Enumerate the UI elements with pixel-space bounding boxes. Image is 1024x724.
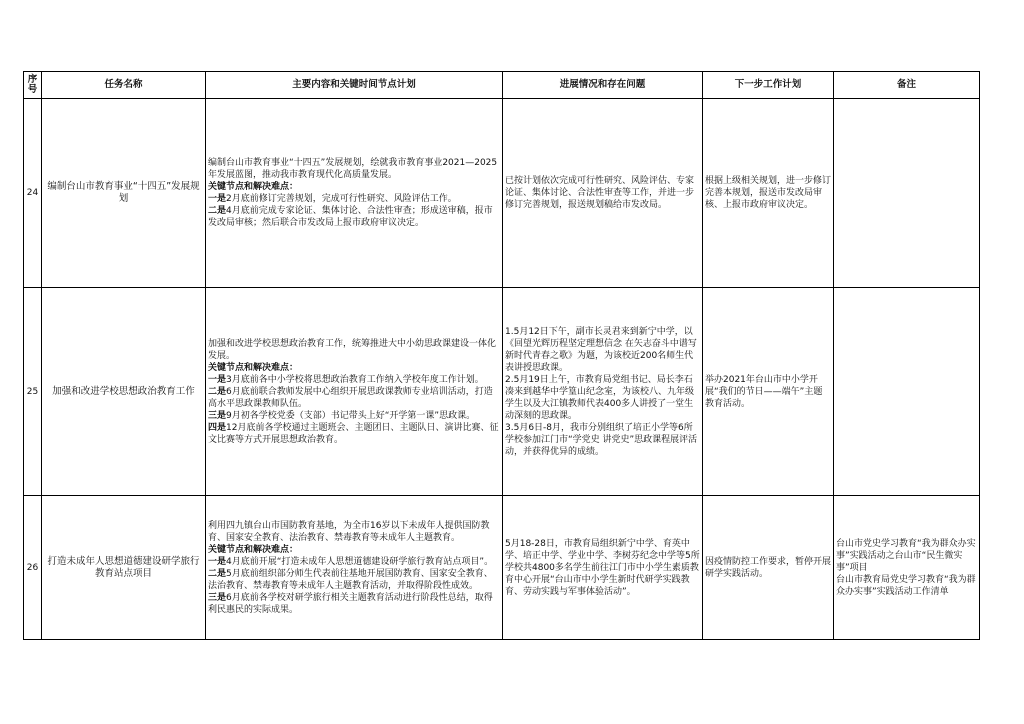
task-content bbox=[206, 288, 503, 496]
progress-text: 已按计划依次完成可行性研究、风险评估、专家论证、集体讨论、合法性审查等工作，并进一步修订完善规划，报送规划稿给市发改局。 bbox=[503, 99, 703, 288]
content-intro: 编制台山市教育事业“十四五”发展规划，绘就我市教育事业2021—2025年发展蓝图，推动我市教育现代化高质量发展。 bbox=[208, 158, 498, 180]
remark-text bbox=[834, 288, 980, 496]
task-name: 加强和改进学校思想政治教育工作 bbox=[42, 288, 206, 496]
row-number: 25 bbox=[24, 288, 42, 496]
content-intro: 加强和改进学校思想政治教育工作，统筹推进大中小幼思政课建设一体化发展。 bbox=[208, 338, 497, 361]
task-name: 编制台山市教育事业“十四五”发展规划 bbox=[42, 99, 206, 288]
task-content bbox=[206, 496, 503, 640]
row-number: 24 bbox=[24, 99, 42, 288]
task-name: 打造未成年人思想道德建设研学旅行教育站点项目 bbox=[42, 496, 206, 640]
key-point: 一是3月底前各中小学校将思想政治教育工作纳入学校年度工作计划。 bbox=[208, 374, 484, 385]
progress-text: 1.5月12日下午，副市长灵君来到新宁中学，以《回望光辉历程坚定理想信念 在矢志奋斗中谱写新时代青春之歌》为题，为该校近200名师生代表讲授思政课。 2.5月19日上午，市教育局党组书记、局长李石凑来到越华中学篁山纪念室，为该校八、九年级学生以及大江镇教师代表400多人讲授了一堂生动深刻的思政课。 3.5月6日-8月，我市分别组织了培正小学等6所学校参加江门市“学党史 讲党史”思政课程展评活动，并获得优异的成绩。 bbox=[503, 288, 703, 496]
task-content bbox=[206, 99, 503, 288]
next-plan-text: 因疫情防控工作要求，暂停开展研学实践活动。 bbox=[703, 496, 834, 640]
header-next-plan: 下一步工作计划 bbox=[703, 72, 834, 99]
table-row bbox=[24, 99, 980, 288]
remark-text bbox=[834, 99, 980, 288]
task-table bbox=[23, 71, 980, 640]
key-point: 二是4月底前完成专家论证、集体讨论、合法性审查；形成送审稿，报市发改局审核；然后联合市发改局上报市政府审议决定。 bbox=[208, 206, 493, 228]
header-no: 序 号 bbox=[24, 72, 42, 99]
content-intro: 利用四九镇台山市国防教育基地，为全市16岁以下未成年人提供国防教育、国家安全教育、法治教育、禁毒教育等未成年人主题教育。 bbox=[208, 520, 490, 543]
table-row bbox=[24, 288, 980, 496]
key-points-title: 关键节点和解决难点： bbox=[208, 544, 299, 555]
remark-text: 台山市党史学习教育“我为群众办实事”实践活动之台山市“民生微实事”项目 台山市教育局党史学习教育“我为群众办实事”实践活动工作清单 bbox=[834, 496, 980, 640]
header-progress: 进展情况和存在问题 bbox=[503, 72, 703, 99]
key-points-title: 关键节点和解决难点： bbox=[208, 362, 299, 373]
key-point: 一是4月底前开展“打造未成年人思想道德建设研学旅行教育站点项目”。 bbox=[208, 556, 494, 567]
table-row bbox=[24, 496, 980, 640]
key-point: 四是12月底前各学校通过主题班会、主题团日、主题队日、演讲比赛、征文比赛等方式开展思想政治教育。 bbox=[208, 422, 499, 445]
key-point: 一是2月底前修订完善规划，完成可行性研究、风险评估工作。 bbox=[208, 194, 457, 204]
key-point: 三是6月底前各学校对研学旅行相关主题教育活动进行阶段性总结，取得利民惠民的实际成果。 bbox=[208, 592, 493, 615]
key-point: 二是6月底前联合教师发展中心组织开展思政课教师专业培训活动，打造高水平思政课教师队伍。 bbox=[208, 386, 493, 409]
next-plan-text: 举办2021年台山市中小学开展“我们的节日——端午”主题教育活动。 bbox=[703, 288, 834, 496]
progress-text: 5月18-28日，市教育局组织新宁中学、育英中学、培正中学、学业中学、李树芬纪念中学等5所学校共4800多名学生前往江门市中小学生素质教育中心开展“台山市中小学生新时代研学实践教育、劳动实践与军事体验活动”。 bbox=[503, 496, 703, 640]
header-remark: 备注 bbox=[834, 72, 980, 99]
key-point: 二是5月底前组织部分师生代表前往基地开展国防教育、国家安全教育、法治教育、禁毒教育等未成年人主题教育活动，并取得阶段性成效。 bbox=[208, 568, 493, 591]
key-point: 三是9月初各学校党委（支部）书记带头上好“开学第一课”思政课。 bbox=[208, 410, 476, 421]
header-task-name: 任务名称 bbox=[42, 72, 206, 99]
header-content: 主要内容和关键时间节点计划 bbox=[206, 72, 503, 99]
key-points-title: 关键节点和解决难点： bbox=[208, 182, 299, 192]
next-plan-text: 根据上级相关规划，进一步修订完善本规划，报送市发改局审核、上报市政府审议决定。 bbox=[703, 99, 834, 288]
row-number: 26 bbox=[24, 496, 42, 640]
header-row bbox=[24, 72, 980, 99]
